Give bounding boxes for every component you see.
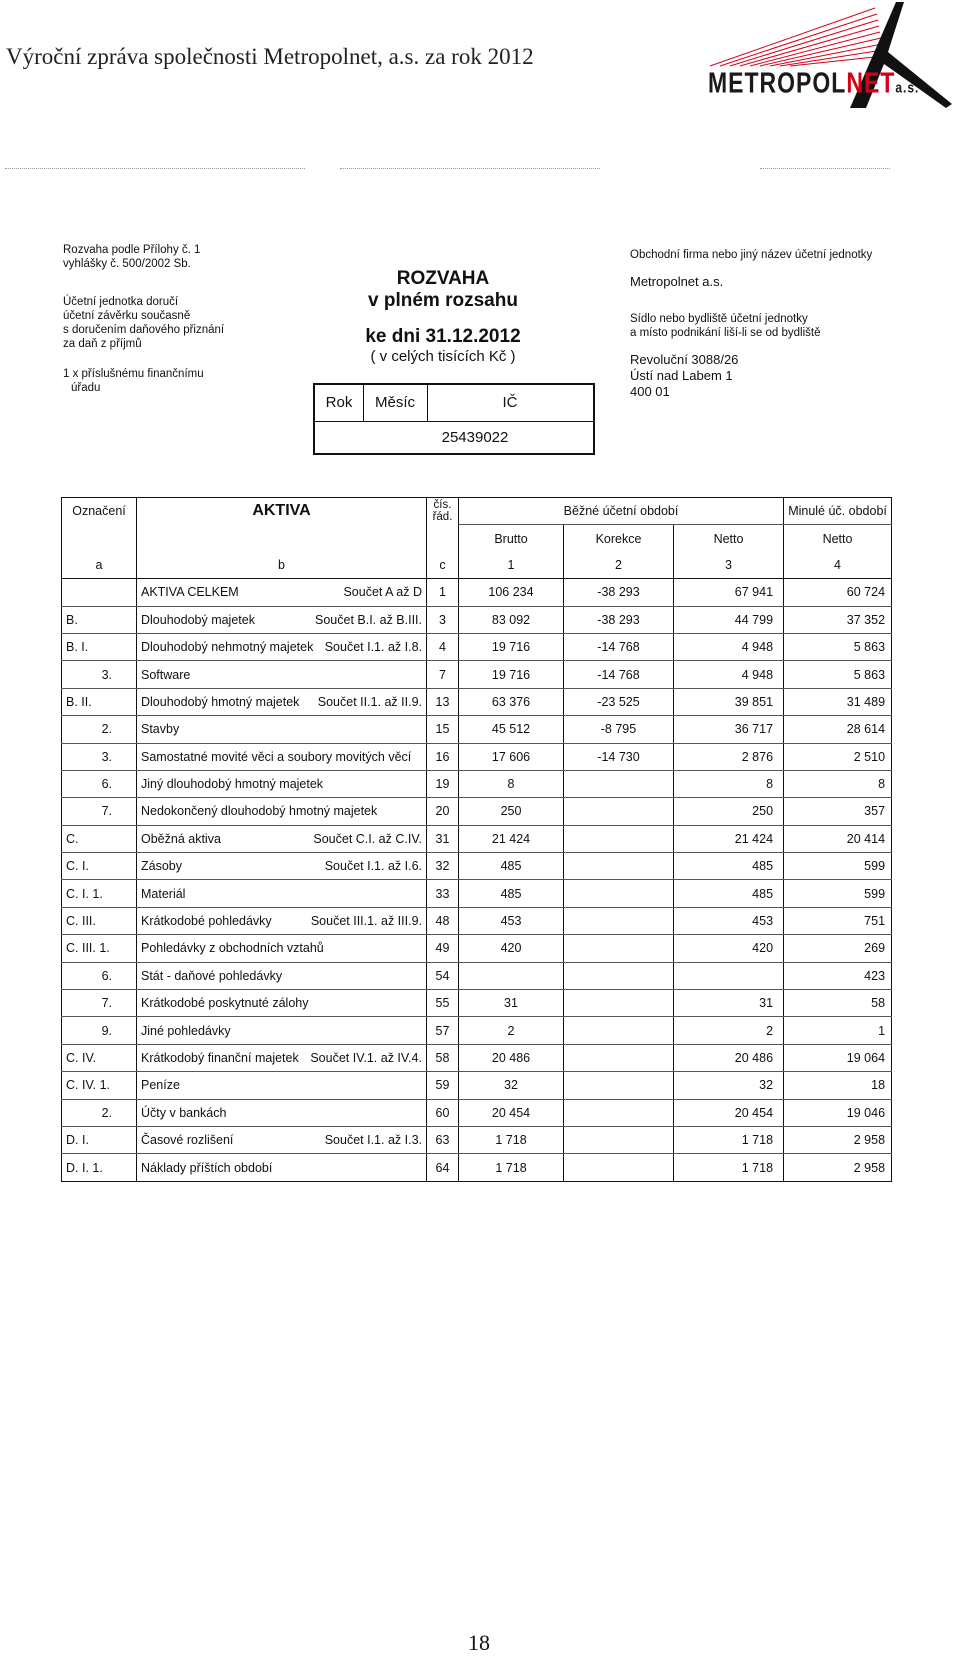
row-sum-formula: Součet C.I. až C.IV. [313, 831, 422, 846]
value-netto-previous: 599 [784, 853, 892, 880]
value-netto: 44 799 [674, 606, 784, 633]
row-designation: 2. [62, 716, 137, 743]
row-number: 3 [427, 606, 459, 633]
address-line: Revoluční 3088/26 [630, 352, 739, 367]
row-number: 54 [427, 962, 459, 989]
value-netto-previous: 2 510 [784, 743, 892, 770]
address-line: Ústí nad Labem 1 [630, 368, 733, 383]
value-korekce [564, 1126, 674, 1153]
row-label [137, 990, 427, 1017]
table-row [62, 825, 892, 852]
firm-name-label: Obchodní firma nebo jiný název účetní jednotky [630, 249, 873, 261]
seat-label-2: a místo podnikání liší-li se od bydliště [630, 327, 821, 339]
row-designation: C. III. [62, 907, 137, 934]
balance-sheet-units: ( v celých tisících Kč ) [370, 348, 516, 365]
row-label [137, 770, 427, 797]
value-netto: 8 [674, 770, 784, 797]
row-number: 64 [427, 1154, 459, 1181]
value-netto: 453 [674, 907, 784, 934]
row-sum-formula: Součet III.1. až III.9. [310, 914, 422, 929]
value-korekce [564, 1044, 674, 1071]
value-netto: 420 [674, 935, 784, 962]
value-netto: 1 718 [674, 1126, 784, 1153]
value-korekce [564, 935, 674, 962]
value-brutto: 2 [459, 1017, 564, 1044]
table-row [62, 1072, 892, 1099]
row-designation: B. [62, 606, 137, 633]
row-label [137, 579, 427, 606]
row-label [137, 935, 427, 962]
row-number: 4 [427, 633, 459, 660]
value-brutto: 8 [459, 770, 564, 797]
value-brutto: 21 424 [459, 825, 564, 852]
value-netto-previous: 269 [784, 935, 892, 962]
table-row [62, 1044, 892, 1071]
row-label [137, 1126, 427, 1153]
row-number: 63 [427, 1126, 459, 1153]
value-brutto: 31 [459, 990, 564, 1017]
row-label [137, 880, 427, 907]
value-netto: 20 454 [674, 1099, 784, 1126]
row-number: 55 [427, 990, 459, 1017]
value-brutto: 20 486 [459, 1044, 564, 1071]
row-number: 15 [427, 716, 459, 743]
table-row [62, 1017, 892, 1044]
report-title: Výroční zpráva společnosti Metropolnet, a.s. za rok 2012 [6, 44, 534, 69]
row-number: 20 [427, 798, 459, 825]
value-korekce: -8 795 [564, 716, 674, 743]
row-sum-formula: Součet B.I. až B.III. [315, 612, 422, 627]
address-line: 400 01 [630, 384, 670, 399]
balance-sheet-title-block [313, 268, 573, 366]
row-designation: D. I. [62, 1126, 137, 1153]
metropolnet-logo [700, 0, 960, 115]
company-id-value: 25439022 [441, 429, 509, 446]
row-designation: D. I. 1. [62, 1154, 137, 1181]
row-label [137, 1072, 427, 1099]
scan-noise-line [760, 168, 890, 170]
value-brutto: 420 [459, 935, 564, 962]
value-korekce: -14 730 [564, 743, 674, 770]
identification-box [313, 383, 595, 455]
row-label [137, 743, 427, 770]
value-brutto: 63 376 [459, 688, 564, 715]
row-label-text: AKTIVA CELKEM [141, 585, 239, 600]
row-label-text: Materiál [141, 886, 186, 901]
row-label-text: Peníze [141, 1078, 180, 1093]
row-designation: 7. [62, 990, 137, 1017]
row-label [137, 853, 427, 880]
company-info-block [630, 248, 930, 400]
value-korekce: -14 768 [564, 661, 674, 688]
value-korekce: -23 525 [564, 688, 674, 715]
table-row [62, 633, 892, 660]
table-row [62, 1154, 892, 1181]
col-code-4: 4 [784, 552, 892, 579]
value-brutto: 45 512 [459, 716, 564, 743]
header-row-number: čís. řád. [427, 498, 459, 525]
row-designation: C. [62, 825, 137, 852]
row-sum-formula: Součet I.1. až I.8. [324, 640, 422, 655]
row-label-text: Dlouhodobý nehmotný majetek [141, 640, 314, 655]
row-number: 1 [427, 579, 459, 606]
row-label-text: Nedokončený dlouhodobý hmotný majetek [141, 804, 378, 819]
table-row [62, 1126, 892, 1153]
value-netto-previous: 58 [784, 990, 892, 1017]
value-netto-previous: 19 046 [784, 1099, 892, 1126]
scan-noise-line [5, 168, 305, 170]
table-row [62, 880, 892, 907]
row-designation [62, 579, 137, 606]
month-label: Měsíc [363, 385, 428, 421]
value-korekce [564, 962, 674, 989]
delivery-note-line: účetní závěrku současně [63, 310, 191, 322]
table-row [62, 770, 892, 797]
value-korekce [564, 825, 674, 852]
value-brutto: 83 092 [459, 606, 564, 633]
value-brutto: 485 [459, 880, 564, 907]
row-sum-formula: Součet II.1. až II.9. [317, 694, 422, 709]
value-netto-previous: 423 [784, 962, 892, 989]
row-designation: 2. [62, 1099, 137, 1126]
row-label [137, 907, 427, 934]
row-label [137, 633, 427, 660]
header-previous-period: Minulé úč. období [784, 498, 892, 525]
row-label-text: Účty v bankách [141, 1105, 227, 1120]
table-row [62, 606, 892, 633]
row-designation: 7. [62, 798, 137, 825]
office-note-line: 1 x příslušnému finančnímu [63, 368, 204, 380]
header-designation: Označení [62, 498, 137, 525]
row-label [137, 1044, 427, 1071]
row-sum-formula: Součet IV.1. až IV.4. [310, 1051, 422, 1065]
value-brutto: 32 [459, 1072, 564, 1099]
legal-reference-block [63, 243, 313, 417]
table-row [62, 1099, 892, 1126]
col-code-c: c [427, 552, 459, 579]
value-korekce [564, 1154, 674, 1181]
table-row [62, 743, 892, 770]
row-designation: C. III. 1. [62, 935, 137, 962]
row-designation: C. I. [62, 853, 137, 880]
row-label-text: Stavby [141, 722, 180, 737]
balance-sheet-date: ke dni 31.12.2012 [365, 326, 521, 347]
balance-sheet-title: ROZVAHA [396, 268, 490, 289]
value-korekce [564, 990, 674, 1017]
table-row [62, 688, 892, 715]
value-brutto: 17 606 [459, 743, 564, 770]
table-row [62, 716, 892, 743]
value-korekce: -14 768 [564, 633, 674, 660]
value-netto-previous: 28 614 [784, 716, 892, 743]
value-netto: 21 424 [674, 825, 784, 852]
value-netto: 20 486 [674, 1044, 784, 1071]
value-netto-previous: 599 [784, 880, 892, 907]
table-row [62, 853, 892, 880]
row-label-text: Časové rozlišení [141, 1133, 234, 1148]
row-number: 57 [427, 1017, 459, 1044]
value-brutto: 485 [459, 853, 564, 880]
delivery-note-line: za daň z příjmů [63, 338, 142, 350]
table-row [62, 990, 892, 1017]
row-sum-formula: Součet A až D [343, 585, 422, 600]
col-code-2: 2 [564, 552, 674, 579]
row-designation: 6. [62, 962, 137, 989]
row-number: 48 [427, 907, 459, 934]
value-netto-previous: 19 064 [784, 1044, 892, 1071]
value-netto: 485 [674, 853, 784, 880]
logo-wordmark: METROPOLNETa.s. [708, 66, 920, 99]
value-netto-previous: 5 863 [784, 633, 892, 660]
value-netto-previous: 8 [784, 770, 892, 797]
value-brutto: 453 [459, 907, 564, 934]
row-label-text: Náklady příštích období [141, 1160, 273, 1175]
header-current-period: Běžné účetní období [459, 498, 784, 525]
value-korekce [564, 1017, 674, 1044]
value-korekce [564, 770, 674, 797]
row-label-text: Oběžná aktiva [141, 831, 221, 846]
value-netto-previous: 37 352 [784, 606, 892, 633]
value-korekce [564, 1099, 674, 1126]
value-netto [674, 962, 784, 989]
table-row [62, 661, 892, 688]
delivery-note-line: s doručením daňového přiznání [63, 324, 225, 336]
balance-sheet-subtitle: v plném rozsahu [368, 290, 518, 311]
row-label-text: Stát - daňové pohledávky [141, 968, 283, 983]
row-designation: 9. [62, 1017, 137, 1044]
value-netto: 250 [674, 798, 784, 825]
firm-name: Metropolnet a.s. [630, 274, 724, 289]
row-label [137, 1017, 427, 1044]
row-number: 31 [427, 825, 459, 852]
value-korekce [564, 853, 674, 880]
row-label-text: Jiné pohledávky [141, 1023, 231, 1038]
row-label [137, 661, 427, 688]
value-brutto: 1 718 [459, 1126, 564, 1153]
row-label-text: Krátkodobé pohledávky [141, 914, 272, 929]
value-netto-previous: 5 863 [784, 661, 892, 688]
row-label-text: Jiný dlouhodobý hmotný majetek [141, 777, 324, 792]
year-label: Rok [315, 385, 364, 421]
value-netto-previous: 751 [784, 907, 892, 934]
row-label [137, 798, 427, 825]
col-code-b: b [137, 552, 427, 579]
header-assets: AKTIVA [137, 498, 427, 525]
value-netto: 1 718 [674, 1154, 784, 1181]
balance-sheet-table [61, 497, 892, 1182]
value-netto-previous: 357 [784, 798, 892, 825]
value-brutto: 1 718 [459, 1154, 564, 1181]
row-number: 16 [427, 743, 459, 770]
row-label [137, 825, 427, 852]
col-code-1: 1 [459, 552, 564, 579]
value-brutto: 250 [459, 798, 564, 825]
value-netto-previous: 20 414 [784, 825, 892, 852]
row-number: 60 [427, 1099, 459, 1126]
row-designation: 3. [62, 743, 137, 770]
row-label-text: Pohledávky z obchodních vztahů [141, 941, 324, 956]
row-designation: B. I. [62, 633, 137, 660]
row-designation: C. I. 1. [62, 880, 137, 907]
row-designation: C. IV. [62, 1044, 137, 1071]
value-netto: 67 941 [674, 579, 784, 606]
row-designation: C. IV. 1. [62, 1072, 137, 1099]
value-brutto [459, 962, 564, 989]
value-netto: 36 717 [674, 716, 784, 743]
table-row [62, 798, 892, 825]
row-number: 49 [427, 935, 459, 962]
row-label [137, 962, 427, 989]
value-netto: 2 876 [674, 743, 784, 770]
table-row [62, 907, 892, 934]
value-netto-previous: 1 [784, 1017, 892, 1044]
row-designation: B. II. [62, 688, 137, 715]
col-code-a: a [62, 552, 137, 579]
value-korekce [564, 1072, 674, 1099]
value-netto-previous: 2 958 [784, 1154, 892, 1181]
value-brutto: 106 234 [459, 579, 564, 606]
row-label-text: Software [141, 667, 191, 682]
row-number: 13 [427, 688, 459, 715]
table-row [62, 935, 892, 962]
value-brutto: 19 716 [459, 661, 564, 688]
value-netto: 2 [674, 1017, 784, 1044]
office-note-line: úřadu [71, 382, 101, 394]
regulation-line: Rozvaha podle Přílohy č. 1 [63, 244, 201, 256]
table-row [62, 962, 892, 989]
row-number: 32 [427, 853, 459, 880]
row-sum-formula: Součet I.1. až I.3. [324, 1133, 422, 1148]
row-designation: 6. [62, 770, 137, 797]
row-number: 7 [427, 661, 459, 688]
row-number: 58 [427, 1044, 459, 1071]
header-netto-previous: Netto [784, 525, 892, 552]
row-number: 19 [427, 770, 459, 797]
value-korekce [564, 880, 674, 907]
row-label [137, 606, 427, 633]
row-label-text: Samostatné movité věci a soubory movitých věcí [141, 749, 412, 764]
scan-noise-line [340, 168, 600, 170]
value-brutto: 19 716 [459, 633, 564, 660]
header-korekce: Korekce [564, 525, 674, 552]
row-label [137, 1154, 427, 1181]
col-code-3: 3 [674, 552, 784, 579]
row-label-text: Krátkodobé poskytnuté zálohy [141, 996, 309, 1011]
regulation-line: vyhlášky č. 500/2002 Sb. [63, 258, 191, 270]
value-netto-previous: 31 489 [784, 688, 892, 715]
value-netto-previous: 60 724 [784, 579, 892, 606]
value-korekce [564, 907, 674, 934]
value-netto: 485 [674, 880, 784, 907]
row-number: 33 [427, 880, 459, 907]
value-korekce [564, 798, 674, 825]
header-brutto: Brutto [459, 525, 564, 552]
value-netto-previous: 18 [784, 1072, 892, 1099]
row-label-text: Dlouhodobý hmotný majetek [141, 694, 300, 709]
row-label-text: Krátkodobý finanční majetek [141, 1051, 299, 1065]
value-netto: 31 [674, 990, 784, 1017]
row-designation: 3. [62, 661, 137, 688]
row-number: 59 [427, 1072, 459, 1099]
value-netto: 32 [674, 1072, 784, 1099]
value-netto-previous: 2 958 [784, 1126, 892, 1153]
company-id-label: IČ [502, 394, 518, 411]
value-netto: 4 948 [674, 633, 784, 660]
value-korekce: -38 293 [564, 579, 674, 606]
row-label [137, 688, 427, 715]
header-netto: Netto [674, 525, 784, 552]
row-label [137, 1099, 427, 1126]
row-sum-formula: Součet I.1. až I.6. [324, 859, 422, 874]
value-netto: 39 851 [674, 688, 784, 715]
delivery-note-line: Účetní jednotka doručí [63, 296, 179, 308]
row-label-text: Zásoby [141, 859, 182, 874]
value-netto: 4 948 [674, 661, 784, 688]
row-label-text: Dlouhodobý majetek [141, 612, 255, 627]
seat-label: Sídlo nebo bydliště účetní jednotky [630, 313, 808, 325]
table-row [62, 579, 892, 606]
value-korekce: -38 293 [564, 606, 674, 633]
value-brutto: 20 454 [459, 1099, 564, 1126]
page-number: 18 [468, 1630, 490, 1655]
row-label [137, 716, 427, 743]
